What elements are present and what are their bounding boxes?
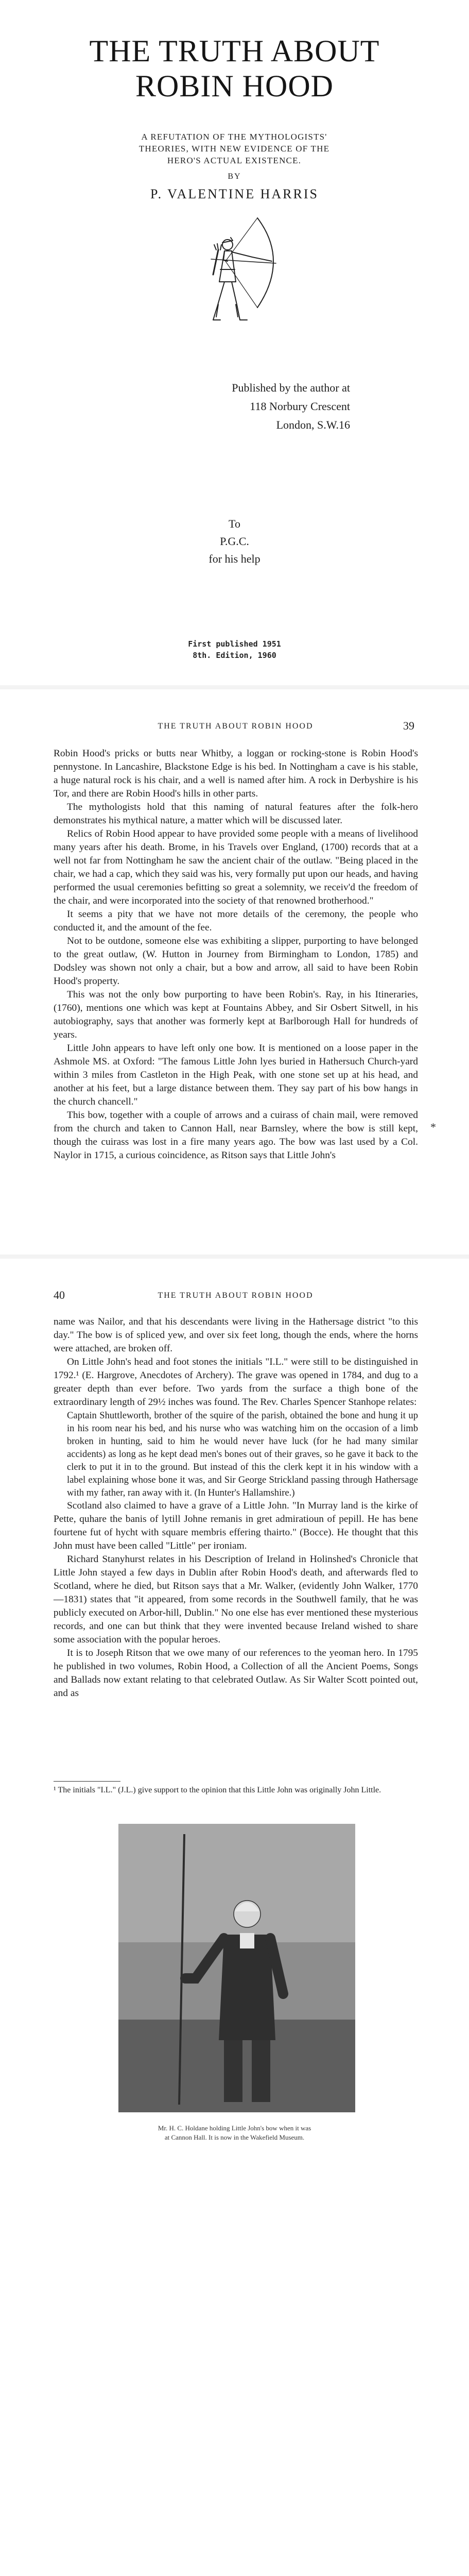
photo-caption-line-1: Mr. H. C. Holdane holding Little John's bow when it was [158,2124,311,2132]
running-head [54,1289,414,1304]
running-head-title: THE TRUTH ABOUT ROBIN HOOD [158,722,314,731]
by-line: BY [228,172,241,181]
book-title-line-2: ROBIN HOOD [135,69,334,103]
footnote-rule [54,1781,120,1782]
paragraph: Scotland also claimed to have a grave of a Little John. "In Murray land is the kirke of Pette, quhare the banis of lytill Johne remanis in gret admiratioun of pepill. He has bene fourtene fut of hycht with square membris effering thairto." (Bocce). He thought that this John must have been called "Little" per ironiam. [54,1500,418,1551]
paragraph: Not to be outdone, someone else was exhibiting a slipper, purporting to have belonged to the great outlaw, (W. Hutton in Journey from Birmingham to London, 1785) and Dodsley was shown not only a chair, but a bow and arrow, all said to have been Robin Hood's property. [54,936,418,987]
page-number: 40 [54,1289,65,1301]
page-39 [0,693,469,1249]
first-published-line: First published 1951 [188,639,281,649]
publisher-line-3: London, S.W.16 [276,418,350,431]
paragraph: Relics of Robin Hood appear to have provided some people with a means of livelihood many years after his death. Brome, in his Travels over England, (1700) records that at a well not far from Nottingham he saw the ancient chair of the outlaw. "Being placed in the chair, we had a cap, which they said was his, very formally put upon our heads, and having performed the usual ceremonies befitting so great a solemnity, we receiv'd the freedom of the chair, and were incorporated into the society of that renowned brotherhood." [54,828,418,906]
paragraph: Little John appears to have left only one bow. It is mentioned on a loose paper in the Ashmole MS. at Oxford: "The famous Little John lyes buried in Hathersuch Church-yard within 3 miles from Castleton in the High Peak, with one stone set up at his head, and another at his feet, but a large distance between them. They say part of his bow hangs in the church chancell." [54,1043,418,1107]
page-40 [0,1262,469,2576]
book-title-line-1: THE TRUTH ABOUT [89,34,380,68]
running-head [57,719,414,735]
subtitle-line-3: HERO'S ACTUAL EXISTENCE. [167,156,302,165]
dedication-line-1: To [229,517,240,530]
page-divider [0,1255,469,1259]
body-text [54,747,418,1162]
photograph-holding-bow [118,1824,355,2112]
paragraph: It is to Joseph Ritson that we owe many of our references to the yeoman hero. In 1795 he published in two volumes, Robin Hood, a Collection of all the Ancient Poems, Songs and Ballads now extant relating to that celebrated Outlaw. As Sir Walter Scott pointed out, and as [54,1648,418,1699]
page-divider [0,685,469,689]
publisher-line-2: 118 Norbury Crescent [250,400,350,413]
footnote: ¹ The initials "I.L." (J.L.) give support to the opinion that this Little John was originally John Little. [54,1786,381,1794]
photo-caption-line-2: at Cannon Hall. It is now in the Wakefield Museum. [164,2133,305,2141]
paragraph: On Little John's head and foot stones the initials "I.L." were still to be distinguished in 1792.¹ (E. Hargrove, Anecdotes of Archery). The grave was opened in 1784, and dug to a greater depth than ever before. Two yards from the surface a thigh bone of the extraordinary length of 29½ inches was found. The Rev. Charles Spencer Stanhope relates: [54,1357,418,1408]
title-page [0,0,469,677]
body-text [54,1315,418,1700]
paragraph: This bow, together with a couple of arrows and a cuirass of chain mail, were removed from the church and taken to Cannon Hall, near Barnsley, where the bow is still kept, though the cuirass was lost in a fire many years ago. The bow was last used by a Col. Naylor in 1715, a curious coincidence, as Ritson says that Little John's [54,1110,418,1161]
paragraph: This was not the only bow purporting to have been Robin's. Ray, in his Itineraries, (1760), mentions one which was kept at Fountains Abbey, and Sir Osbert Sitwell, in his autobiography, says that another was formerly kept at Barlborough Hall for hundreds of years. [54,989,418,1040]
page-number: 39 [403,719,414,732]
block-quote: Captain Shuttleworth, brother of the squire of the parish, obtained the bone and hung it up in his room near his bed, and his nurse who was watching him on the occasion of a limb broken in hunting, said to him he would never have luck (for he had many similar accidents) as long as he kept dead men's bones out of their graves, so he gave it back to the clerk to put it in to the ground. But instead of this the clerk kept it in his window with a label explaining whose bone it was, and Sir George Strickland passing through Hathersage with my father, ran away with it. (In Hunter's Hallamshire.) [67,1410,418,1498]
paragraph: Richard Stanyhurst relates in his Description of Ireland in Holinshed's Chronicle that Little John stayed a few days in Dublin after Robin Hood's death, and afterwards fled to Scotland, where he died, but Ritson says that a Mr. Walker, (evidently John Walker, 1770—1831) states that "it appeared, from some records in the Southwell family, that he was publicly executed on Arbor-hill, Dublin." No one else has ever mentioned these mysterious records, and one can but think that they were invented because Ireland wished to share some association with the popular heroes. [54,1554,418,1645]
author-name: P. VALENTINE HARRIS [150,187,319,201]
subtitle-line-2: THEORIES, WITH NEW EVIDENCE OF THE [138,144,330,154]
publisher-line-1: Published by the author at [232,381,350,394]
margin-asterisk: * [430,1121,436,1133]
paragraph: name was Nailor, and that his descendants were living in the Hathersage district "to this day." The bow is of spliced yew, and over six feet long, though the ends, where the horns were attached, are broken off. [54,1316,418,1354]
paragraph: It seems a pity that we have not more details of the ceremony, the people who conducted it, and the amount of the fee. [54,909,418,933]
dedication-line-2: P.G.C. [220,535,249,548]
archer-illustration [180,214,288,332]
running-head-title: THE TRUTH ABOUT ROBIN HOOD [158,1291,314,1300]
paragraph: Robin Hood's pricks or butts near Whitby, a loggan or rocking-stone is Robin Hood's pennystone. In Lancashire, Blackstone Edge is his bed. In Nottingham a cave is his stable, a huge natural rock is his chair, and a well is named after him. A rock in Derbyshire is his Tor, and there are Robin Hood's hills in other parts. [54,748,418,799]
subtitle-line-1: A REFUTATION OF THE MYTHOLOGISTS' [141,132,327,142]
paragraph: The mythologists hold that this naming of natural features after the folk-hero demonstrates his mythical nature, a matter which will be discussed later. [54,802,418,826]
dedication-line-3: for his help [209,552,260,565]
edition-line: 8th. Edition, 1960 [193,651,276,660]
